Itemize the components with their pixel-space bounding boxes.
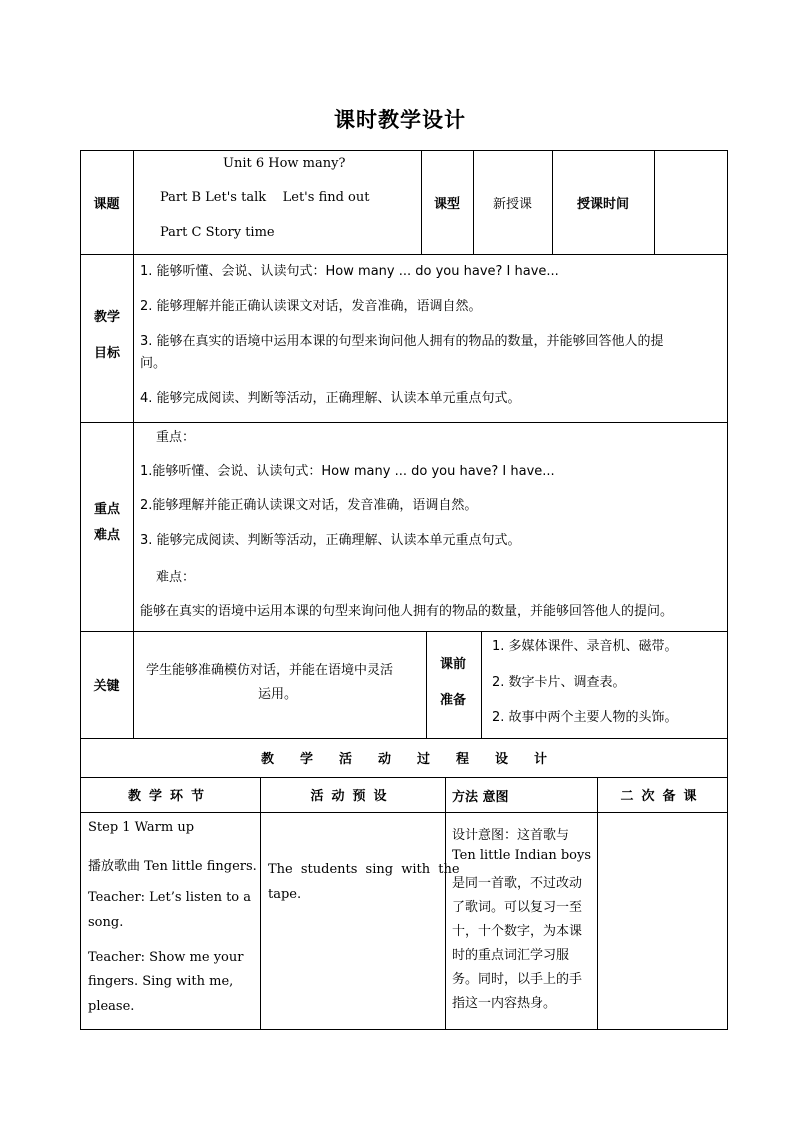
- activity-line: tape.: [268, 887, 302, 902]
- key-text-2: 运用。: [258, 687, 298, 702]
- prep-label-2: 准备: [440, 693, 467, 708]
- row-divider: [80, 812, 728, 813]
- objectives-label-2: 目标: [94, 346, 121, 361]
- activity-line: The students sing with the: [268, 862, 460, 877]
- col-header-method: 方法 意图: [452, 790, 509, 805]
- step-line: Teacher: Show me your: [88, 950, 244, 965]
- key-text-1: 学生能够准确模仿对话，并能在语境中灵活: [146, 663, 394, 678]
- objective-item: 3. 能够在真实的语境中运用本课的句型来询问他人拥有的物品的数量，并能够回答他人的提: [140, 334, 664, 349]
- keypoints-label-1: 重点: [94, 502, 121, 517]
- key-label: 关键: [93, 679, 120, 694]
- col-header-notes: 二次备课: [620, 789, 705, 804]
- document-title: 课时教学设计: [334, 107, 466, 132]
- col-divider: [133, 150, 134, 738]
- method-line: Ten little Indian boys: [452, 848, 592, 863]
- teaching-time-value: [654, 150, 728, 254]
- row-divider: [80, 422, 728, 423]
- topic-label: 课题: [93, 196, 120, 212]
- objective-item: 4. 能够完成阅读、判断等活动，正确理解、认读本单元重点句式。: [140, 391, 521, 406]
- method-line: 是同一首歌，不过改动: [452, 876, 583, 891]
- key-heading: 重点：: [156, 430, 196, 445]
- objective-item-continued: 问。: [140, 356, 167, 371]
- key-item: 1.能够听懂、会说、认读句式：How many ... do you have? I have...: [140, 464, 555, 479]
- step-line: Step 1 Warm up: [88, 820, 195, 835]
- lesson-type-label: 课型: [433, 196, 460, 212]
- row-divider: [80, 254, 728, 255]
- key-item: 2.能够理解并能正确认读课文对话，发音准确，语调自然。: [140, 498, 478, 513]
- prep-label-1: 课前: [440, 657, 467, 672]
- row-divider: [80, 631, 728, 632]
- col-divider: [426, 631, 427, 738]
- col-header-stage: 教学环节: [127, 789, 212, 804]
- process-heading: 教学活动过程设计: [260, 752, 573, 767]
- step-line: please.: [88, 999, 135, 1014]
- step-line: Teacher: Let’s listen to a: [88, 890, 252, 905]
- method-line: 时的重点词汇学习服: [452, 948, 570, 963]
- objectives-label-1: 教学: [94, 310, 121, 325]
- col-header-activity: 活动预设: [310, 789, 395, 804]
- step-line: 播放歌曲 Ten little fingers.: [88, 859, 257, 874]
- col-divider: [445, 777, 446, 1030]
- col-divider: [260, 777, 261, 1030]
- step-line: song.: [88, 915, 124, 930]
- method-line: 指这一内容热身。: [452, 996, 557, 1011]
- difficult-heading: 难点：: [156, 570, 196, 585]
- difficult-text: 能够在真实的语境中运用本课的句型来询问他人拥有的物品的数量，并能够回答他人的提问。: [140, 604, 674, 619]
- teaching-time-label: 授课时间: [576, 196, 629, 212]
- col-divider: [597, 777, 598, 1030]
- lesson-plan-table: [80, 150, 728, 1030]
- col-divider: [481, 631, 482, 738]
- objective-item: 1. 能够听懂、会说、认读句式：How many ... do you have? I have...: [140, 264, 559, 279]
- step-line: fingers. Sing with me,: [88, 974, 234, 989]
- keypoints-label-2: 难点: [94, 528, 121, 543]
- method-line: 十，十个数字，为本课: [452, 924, 583, 939]
- method-line: 务。同时，以手上的手: [452, 972, 583, 987]
- objective-item: 2. 能够理解并能正确认读课文对话，发音准确，语调自然。: [140, 299, 482, 314]
- unit-part-b: Part B Let's talk Let's find out: [160, 190, 370, 205]
- prep-item: 1. 多媒体课件、录音机、磁带。: [492, 639, 678, 654]
- prep-item: 2. 数字卡片、调查表。: [492, 675, 626, 690]
- method-line: 了歌词。可以复习一至: [452, 900, 583, 915]
- lesson-type-value: 新授课: [492, 196, 532, 212]
- key-item: 3. 能够完成阅读、判断等活动，正确理解、认读本单元重点句式。: [140, 533, 521, 548]
- unit-part-c: Part C Story time: [160, 225, 275, 240]
- unit-title: Unit 6 How many?: [223, 156, 346, 171]
- method-line: 设计意图：这首歌与: [452, 828, 570, 843]
- prep-item: 2. 故事中两个主要人物的头饰。: [492, 710, 678, 725]
